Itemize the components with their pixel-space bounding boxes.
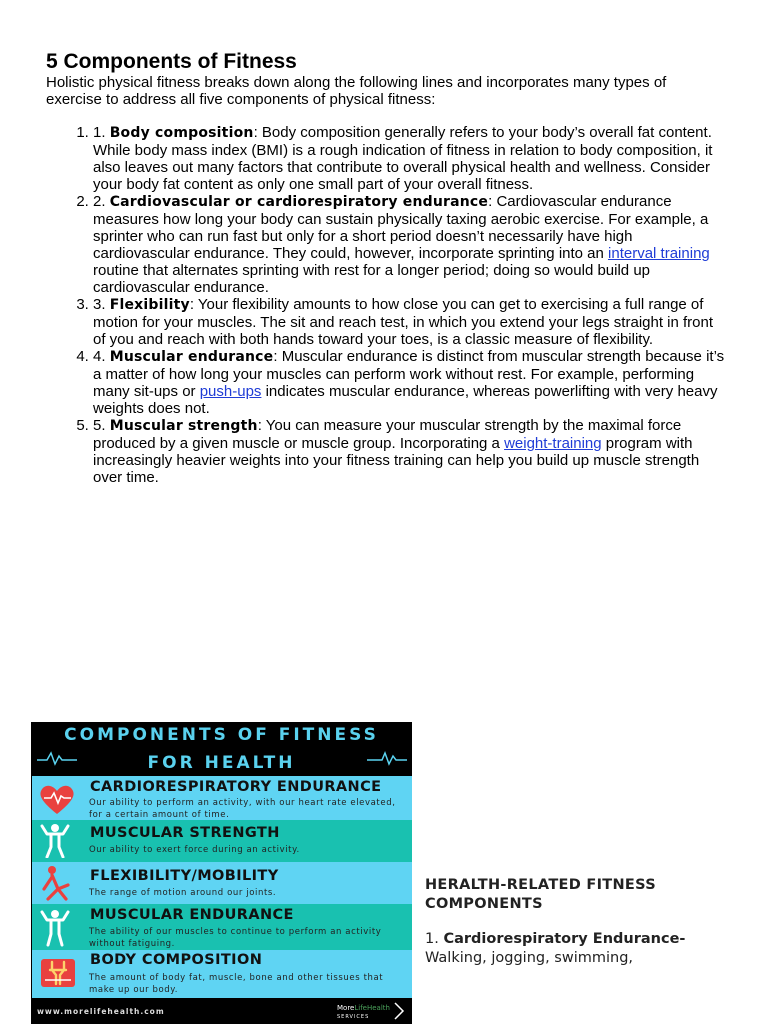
strength-figure-icon xyxy=(38,822,72,858)
pulse-line-icon xyxy=(367,750,407,766)
band-flexibility xyxy=(32,862,412,904)
poster-url: www.morelifehealth.com xyxy=(37,1007,165,1016)
side-text xyxy=(425,876,755,968)
chevron-right-icon xyxy=(393,1001,405,1021)
weight-training-link[interactable]: weight-training xyxy=(504,435,602,452)
side-paragraph: 1. Cardiorespiratory Endurance- Walking, jogging, swimming, xyxy=(425,931,686,966)
poster-title-line2: FOR HEALTH xyxy=(147,753,296,773)
item-term: Body composition xyxy=(109,125,254,141)
band-body-composition xyxy=(32,950,412,998)
list-item: 3. 3. Flexibility: Your flexibility amounts to how close you can get to exercising a full range of motion for your muscles. The sit and reach test, in which you extend your legs straight in front of you and reach with both hands toward your toes, is a classic measure of flexibility. xyxy=(93,296,726,348)
list-item: 1. 1. Body composition: Body composition generally refers to your body’s overall fat content. While body mass index (BMI) is a rough indication of fitness in relation to body composition, it also leaves out many factors that contribute to overall physical health and wellness. Consider your body fat content as only one small part of your overall fitness. xyxy=(93,124,726,193)
pulse-line-icon xyxy=(37,750,77,766)
push-ups-link[interactable]: push-ups xyxy=(199,383,262,400)
band-description: Our ability to exert force during an activity. xyxy=(89,845,300,855)
band-description: The amount of body fat, muscle, bone and other tissues that make up our body. xyxy=(89,973,384,995)
item-term: Muscular endurance xyxy=(109,349,274,365)
document-body xyxy=(46,50,726,486)
item-term: Flexibility xyxy=(109,297,190,313)
band-title: CARDIORESPIRATORY ENDURANCE xyxy=(90,779,382,795)
interval-training-link[interactable]: interval training xyxy=(608,245,710,262)
band-muscular-endurance xyxy=(32,904,412,950)
heart-pulse-icon xyxy=(38,782,76,816)
side-heading: HERALTH-RELATED FITNESS COMPONENTS xyxy=(425,877,656,912)
item-term: Cardiovascular or cardiorespiratory endurance xyxy=(109,194,489,210)
poster-footer xyxy=(31,998,412,1024)
band-title: MUSCULAR STRENGTH xyxy=(90,825,280,841)
intro-paragraph: Holistic physical fitness breaks down along the following lines and incorporates many types of exercise to address all five components of physical fitness: xyxy=(46,74,667,108)
fitness-infographic xyxy=(31,722,412,1024)
morelifehealth-logo: MoreLifeHealth SERVICES xyxy=(337,1004,390,1020)
stretching-figure-icon xyxy=(38,865,74,901)
list-item: 2. 2. Cardiovascular or cardiorespiratory endurance: Cardiovascular endurance measures how long your body can sustain physically taxing aerobic exercise. For example, a sprinter who can run fast but only for a short period doesn’t necessarily have high cardiovascular endurance. They could, however, incorporate sprinting into an interval training routine that alternates sprinting with rest for a longer period; doing so would build up cardiovascular endurance. xyxy=(93,193,726,296)
body-composition-icon xyxy=(38,956,78,990)
list-item: 4. 4. Muscular endurance: Muscular endurance is distinct from muscular strength because it’s a matter of how long your muscles can perform work without rest. For example, performing many sit-ups or push-ups indicates muscular endurance, whereas powerlifting with very heavy weights does not. xyxy=(93,348,726,417)
page-title: 5 Components of Fitness xyxy=(46,50,297,73)
list-item: 5. 5. Muscular strength: You can measure your muscular strength by the maximal force produced by a given muscle or muscle group. Incorporating a weight-training program with increasingly heavier weights into your fitness training can help you build up muscle strength over time. xyxy=(93,417,726,486)
item-term: Muscular strength xyxy=(109,418,258,434)
band-description: The range of motion around our joints. xyxy=(89,888,277,898)
band-description: Our ability to perform an activity, with our heart rate elevated, for a certain amount of time. xyxy=(89,798,396,820)
band-cardiorespiratory xyxy=(32,776,412,820)
item-term: Cardiorespiratory Endurance- xyxy=(443,931,686,947)
band-title: FLEXIBILITY/MOBILITY xyxy=(90,868,279,884)
band-description: The ability of our muscles to continue to perform an activity without fatiguing. xyxy=(89,927,382,949)
band-title: BODY COMPOSITION xyxy=(90,952,263,968)
endurance-figure-icon xyxy=(38,907,72,947)
poster-title-line1: COMPONENTS OF FITNESS xyxy=(64,725,379,745)
components-list xyxy=(46,124,726,486)
band-muscular-strength xyxy=(32,820,412,862)
band-title: MUSCULAR ENDURANCE xyxy=(90,907,294,923)
